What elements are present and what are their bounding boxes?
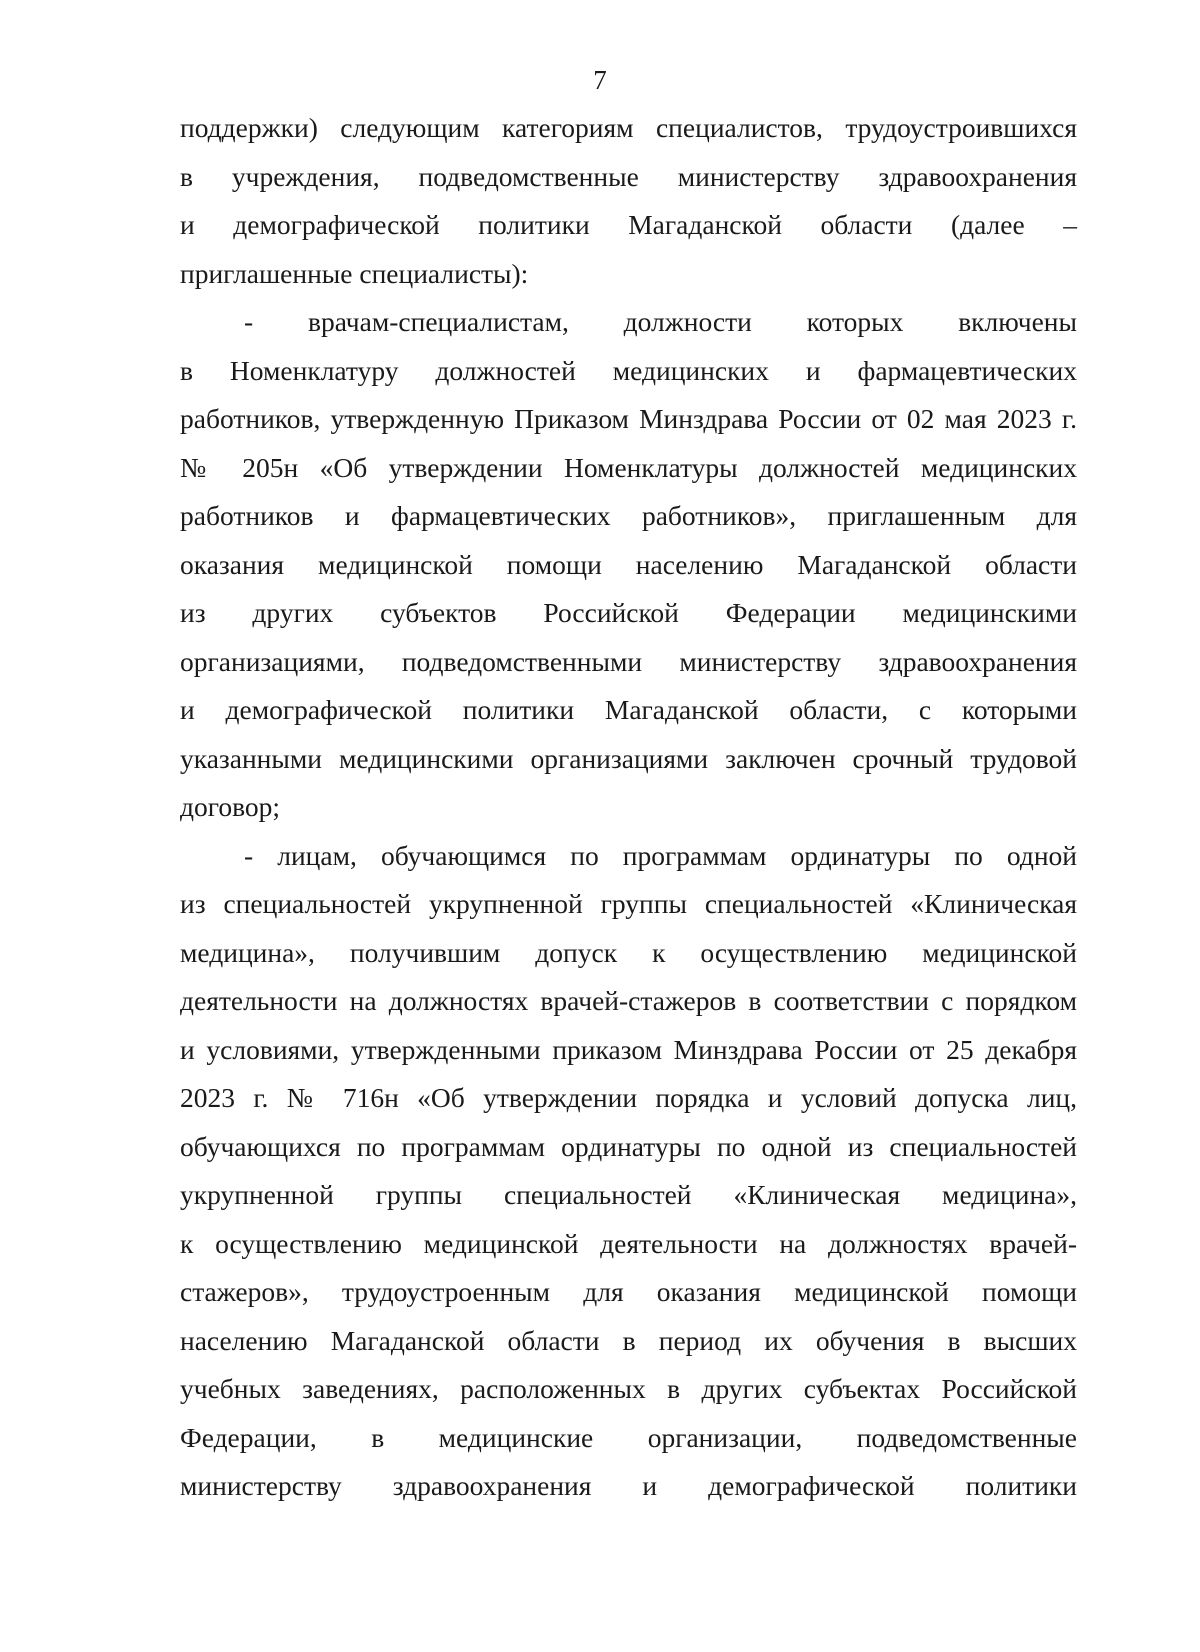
text-line: из других субъектов Российской Федерации медицинскими [180, 597, 1077, 628]
text-line: в Номенклатуру должностей медицинских и фармацевтических [180, 354, 1077, 386]
text-line: работников и фармацевтических работников», приглашенным для [180, 500, 1077, 531]
text-line: 2023 г. № 716н «Об утверждении порядка и условий допуска лиц, [180, 1082, 1077, 1113]
text-line: из специальностей укрупненной группы специальностей «Клиническая [180, 888, 1077, 919]
text-line: организациями, подведомственными министерству здравоохранения [180, 645, 1077, 677]
text-line: населению Магаданской области в период их обучения в высших [180, 1324, 1077, 1356]
text-line: министерству здравоохранения и демографической политики [180, 1470, 1077, 1501]
text-line: укрупненной группы специальностей «Клиническая медицина», [180, 1179, 1077, 1210]
text-line: медицина», получившим допуск к осуществлению медицинской [180, 936, 1077, 968]
text-line: работников, утвержденную Приказом Минздрава России от 02 мая 2023 г. [180, 403, 1077, 434]
page-number: 7 [593, 65, 607, 95]
text-line: оказания медицинской помощи населению Магаданской области [180, 548, 1077, 580]
text-line: и демографической политики Магаданской области (далее – [180, 209, 1077, 240]
text-line: поддержки) следующим категориям специалистов, трудоустроившихся [180, 112, 1077, 143]
text-line: Федерации, в медицинские организации, подведомственные [180, 1421, 1077, 1453]
text-line: - врачам-специалистам, должности которых включены [244, 306, 1077, 337]
text-line: указанными медицинскими организациями заключен срочный трудовой [180, 742, 1077, 774]
text-line: учебных заведениях, расположенных в других субъектах Российской [180, 1373, 1077, 1404]
text-line: обучающихся по программам ординатуры по одной из специальностей [180, 1130, 1077, 1162]
text-line: № 205н «Об утверждении Номенклатуры должностей медицинских [180, 451, 1077, 483]
text-line: договор; [180, 791, 281, 822]
text-line: в учреждения, подведомственные министерству здравоохранения [180, 160, 1077, 192]
text-line: стажеров», трудоустроенным для оказания медицинской помощи [180, 1276, 1077, 1307]
text-line: и условиями, утвержденными приказом Минздрава России от 25 декабря [180, 1033, 1077, 1065]
text-line: к осуществлению медицинской деятельности на должностях врачей- [180, 1227, 1077, 1259]
text-line: деятельности на должностях врачей-стажеров в соответствии с порядком [180, 985, 1077, 1016]
text-line: - лицам, обучающимся по программам ординатуры по одной [244, 839, 1077, 871]
document-body [180, 104, 1077, 1511]
text-line: и демографической политики Магаданской области, с которыми [180, 694, 1077, 725]
text-line: приглашенные специалисты): [180, 257, 529, 289]
